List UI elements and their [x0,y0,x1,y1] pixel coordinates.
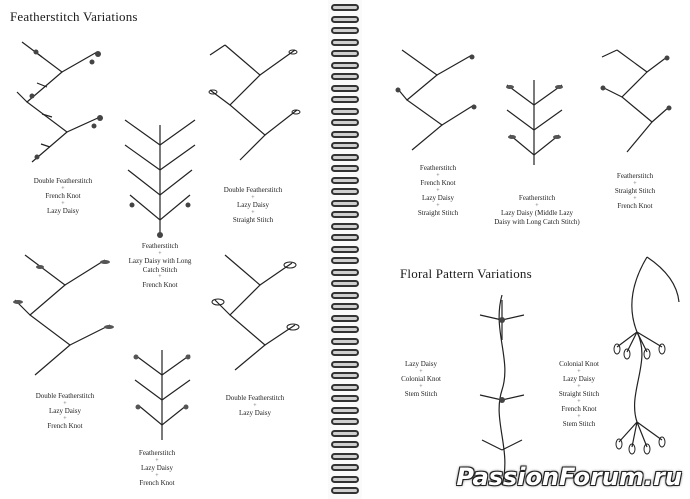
caption-featherstitch-lazy-daisy-french-knot [122,449,192,488]
binding-ring [331,165,359,172]
caption-line: Lazy Daisy [140,464,174,473]
featherstitch-illustration-9 [597,42,672,162]
caption-separator: + [63,400,67,407]
binding-ring [331,4,359,11]
caption-line: Lazy Daisy [404,360,438,368]
binding-ring [331,269,359,276]
caption-separator: + [436,172,440,179]
binding-ring [331,85,359,92]
binding-ring [331,407,359,414]
caption-separator: + [251,209,255,216]
caption-separator: + [63,415,67,422]
caption-line: Double Featherstitch [223,186,283,194]
binding-ring [331,384,359,391]
binding-ring [331,315,359,322]
caption-line: Double Featherstitch [35,392,95,400]
caption-separator: + [155,457,159,464]
caption-line: French Knot [561,405,597,414]
caption-double-featherstitch-french-knot-lazy-daisy [18,177,108,216]
caption-separator: + [61,185,65,192]
caption-line: French Knot [47,422,83,431]
page-heading-floral: Floral Pattern Variations [400,266,532,281]
caption-separator: + [577,413,581,420]
caption-line: French Knot [139,479,175,488]
binding-ring [331,108,359,115]
caption-separator: + [158,274,162,281]
caption-line: Straight Stitch [417,209,459,218]
binding-ring [331,200,359,207]
caption-line: Lazy Daisy (Middle Lazy Daisy with Long Catch Stitch) [494,209,580,226]
binding-ring [331,257,359,264]
caption-separator: + [253,402,257,409]
caption-separator: + [61,200,65,207]
caption-line: French Knot [617,202,653,211]
caption-line: Featherstitch [419,164,457,172]
caption-separator: + [436,187,440,194]
binding-ring [331,234,359,241]
caption-line: Straight Stitch [558,390,600,399]
page-heading-featherstitch: Featherstitch Variations [10,9,138,24]
binding-ring [331,361,359,368]
binding-ring [331,16,359,23]
caption-line: Lazy Daisy with Long Catch Stitch [128,257,192,274]
caption-line: Featherstitch [141,242,179,250]
caption-line: Double Featherstitch [33,177,93,185]
caption-line: Featherstitch [518,194,556,202]
featherstitch-illustration-4 [10,245,120,385]
featherstitch-illustration-8 [502,75,567,170]
caption-line: French Knot [45,192,81,201]
caption-featherstitch-lazy-daisy-middle [492,194,582,226]
caption-double-featherstitch-lazy-daisy [210,394,300,418]
featherstitch-illustration-6 [210,245,300,380]
watermark-text: PassionForum.ru [456,463,682,491]
caption-line: Lazy Daisy [421,194,455,203]
binding-ring [331,39,359,46]
caption-featherstitch-lazy-daisy-long-catch-french-knot [120,242,200,289]
caption-separator: + [577,368,581,375]
caption-lazy-daisy-colonial-knot-stem-stitch [386,360,456,399]
caption-separator: + [436,202,440,209]
binding-ring [331,96,359,103]
featherstitch-illustration-7 [392,40,482,160]
caption-line: Featherstitch [138,449,176,457]
caption-double-featherstitch-lazy-daisy-french-knot [20,392,110,431]
caption-featherstitch-straight-stitch-french-knot [600,172,670,211]
caption-line: Featherstitch [616,172,654,180]
caption-line: Straight Stitch [232,216,274,225]
featherstitch-illustration-3 [205,35,305,170]
caption-line: Lazy Daisy [238,409,272,418]
caption-line: French Knot [142,280,178,289]
binding-ring [331,119,359,126]
binding-ring [331,27,359,34]
caption-separator: + [577,398,581,405]
binding-ring [331,338,359,345]
caption-separator: + [155,472,159,479]
floral-stem-illustration-1 [472,290,532,490]
binding-ring [331,142,359,149]
binding-ring [331,349,359,356]
binding-ring [331,372,359,379]
binding-ring [331,464,359,471]
binding-ring [331,280,359,287]
caption-featherstitch-french-knot-lazy-daisy-straight-stitch [398,164,478,218]
caption-line: Double Featherstitch [225,394,285,402]
caption-separator: + [577,383,581,390]
featherstitch-illustration-2 [120,110,200,245]
caption-line: Colonial Knot [559,360,599,368]
binding-ring [331,211,359,218]
caption-line: Colonial Knot [401,375,441,384]
binding-ring [331,154,359,161]
binding-ring [331,188,359,195]
spiral-binding [328,0,362,499]
binding-ring [331,177,359,184]
binding-ring [331,292,359,299]
binding-ring [331,73,359,80]
binding-ring [331,453,359,460]
caption-separator: + [251,194,255,201]
binding-ring [331,50,359,57]
caption-separator: + [158,250,162,257]
binding-ring [331,131,359,138]
caption-separator: + [633,180,637,187]
binding-ring [331,303,359,310]
caption-line: Lazy Daisy [46,207,80,216]
caption-colonial-knot-lazy-daisy-straight-stitch-french-knot-stem-stitch [544,360,614,429]
binding-ring [331,223,359,230]
caption-line: French Knot [420,179,456,188]
binding-ring [331,246,359,253]
binding-ring [331,430,359,437]
featherstitch-illustration-5 [130,345,195,445]
caption-separator: + [419,383,423,390]
featherstitch-illustration-1 [12,32,112,172]
caption-double-featherstitch-lazy-daisy-straight-stitch [208,186,298,225]
binding-ring [331,326,359,333]
caption-line: Straight Stitch [614,187,656,196]
binding-ring [331,418,359,425]
caption-line: Lazy Daisy [236,201,270,210]
caption-separator: + [419,368,423,375]
binding-ring [331,62,359,69]
binding-ring [331,476,359,483]
binding-ring [331,395,359,402]
floral-stem-illustration-2 [607,252,687,462]
binding-ring [331,487,359,494]
caption-separator: + [535,202,539,209]
caption-separator: + [633,195,637,202]
binding-ring [331,441,359,448]
caption-line: Stem Stitch [562,420,596,429]
caption-line: Stem Stitch [404,390,438,399]
right-page [362,0,690,499]
caption-line: Lazy Daisy [48,407,82,416]
caption-line: Lazy Daisy [562,375,596,384]
left-page [0,0,329,499]
